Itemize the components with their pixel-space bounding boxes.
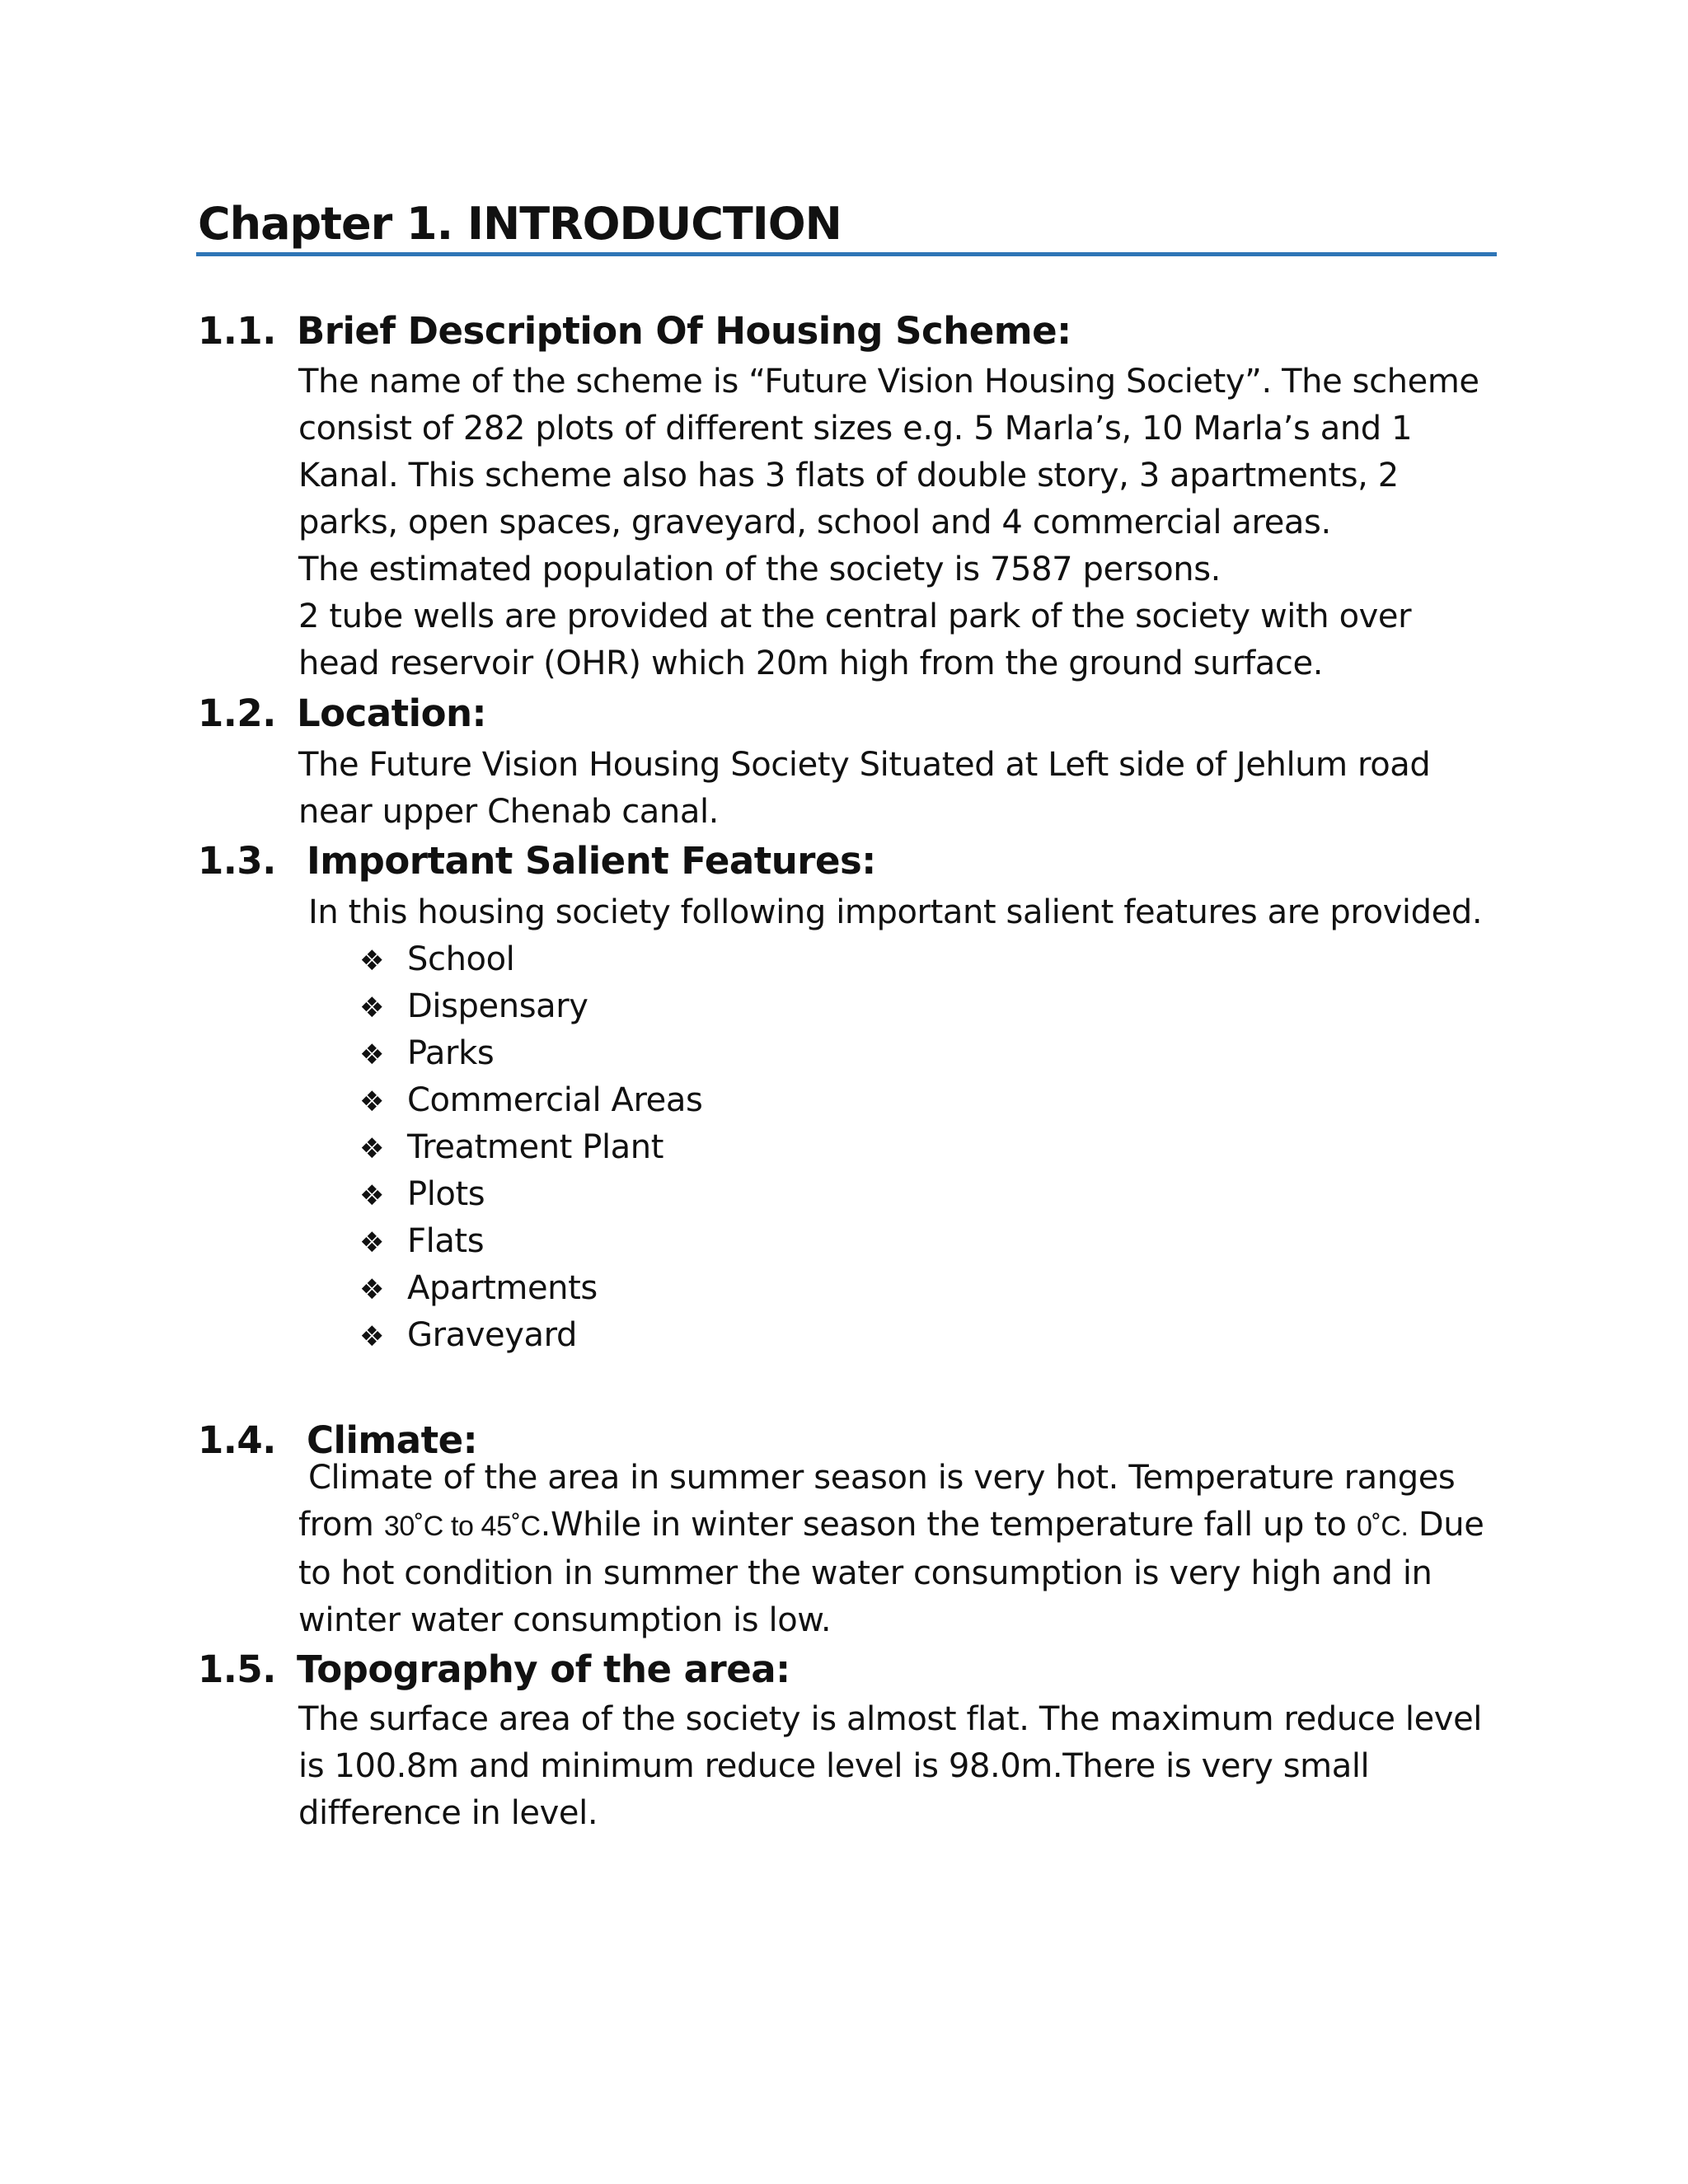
feature-label: Graveyard (407, 1316, 577, 1354)
chapter-title: Chapter 1. INTRODUCTION (198, 198, 842, 250)
list-item (359, 1077, 702, 1124)
climate-text: .While in winter season the temperature fall up to (540, 1506, 1357, 1544)
section-number: 1.5. (198, 1647, 276, 1691)
list-item (359, 983, 702, 1030)
section-paragraph: 2 tube wells are provided at the central park of the society with over head reservoir (OHR) which 20m high from the ground surface. (298, 598, 1412, 682)
section-title: Topography of the area: (297, 1647, 790, 1691)
climate-text: Climate of the area in summer season is very hot. Temperature ranges from (298, 1459, 1456, 1544)
list-item (359, 1030, 702, 1077)
climate-text: Due to hot condition in summer the water consumption is very high and in winter water consumption is low. (298, 1506, 1484, 1639)
features-intro: In this housing society following important salient features are provided. (308, 893, 1483, 931)
diamond-four-icon: ❖ (359, 1320, 385, 1353)
feature-label: Flats (407, 1222, 485, 1260)
feature-label: Treatment Plant (407, 1128, 664, 1166)
feature-label: Dispensary (407, 987, 588, 1025)
chapter-title-rule (196, 252, 1497, 256)
list-item (359, 1124, 702, 1171)
section-paragraph: The estimated population of the society is 7587 persons. (298, 551, 1221, 588)
climate-paragraph (298, 1455, 1502, 1644)
list-item (359, 1171, 702, 1218)
section-title: Brief Description Of Housing Scheme: (297, 309, 1071, 353)
section-title: Important Salient Features: (307, 839, 876, 883)
diamond-four-icon: ❖ (359, 1038, 385, 1071)
feature-label: Plots (407, 1175, 485, 1213)
section-paragraph: The Future Vision Housing Society Situated at Left side of Jehlum road near upper Chenab canal. (298, 746, 1431, 831)
list-item (359, 1218, 702, 1265)
section-number: 1.1. (198, 309, 276, 353)
diamond-four-icon: ❖ (359, 1085, 385, 1118)
feature-label: Parks (407, 1034, 495, 1072)
list-item (359, 1265, 702, 1312)
temperature-range: 30˚C to 45˚C (383, 1511, 541, 1542)
feature-label: School (407, 940, 515, 978)
section-number: 1.4. (198, 1418, 276, 1462)
diamond-four-icon: ❖ (359, 1273, 385, 1306)
features-list (359, 936, 702, 1359)
list-item (359, 936, 702, 983)
section-number: 1.3. (198, 839, 276, 883)
diamond-four-icon: ❖ (359, 1226, 385, 1259)
section-number: 1.2. (198, 691, 276, 735)
diamond-four-icon: ❖ (359, 1132, 385, 1165)
list-item (359, 1312, 702, 1359)
section-title: Location: (297, 691, 487, 735)
diamond-four-icon: ❖ (359, 944, 385, 977)
section-title: Climate: (307, 1418, 478, 1462)
feature-label: Commercial Areas (407, 1081, 703, 1119)
winter-temperature: 0˚C. (1356, 1511, 1409, 1542)
feature-label: Apartments (407, 1269, 598, 1307)
diamond-four-icon: ❖ (359, 991, 385, 1024)
diamond-four-icon: ❖ (359, 1179, 385, 1212)
section-paragraph: The name of the scheme is “Future Vision Housing Society”. The scheme consist of 282 plots of different sizes e.g. 5 Marla’s, 10 Marla’s and 1 Kanal. This scheme also has 3 flats of double story, 3 apartments, 2 parks, open spaces, graveyard, school and 4 commercial areas. (298, 363, 1479, 541)
section-paragraph: The surface area of the society is almost flat. The maximum reduce level is 100.8m and minimum reduce level is 98.0m.There is very small difference in level. (298, 1700, 1483, 1832)
